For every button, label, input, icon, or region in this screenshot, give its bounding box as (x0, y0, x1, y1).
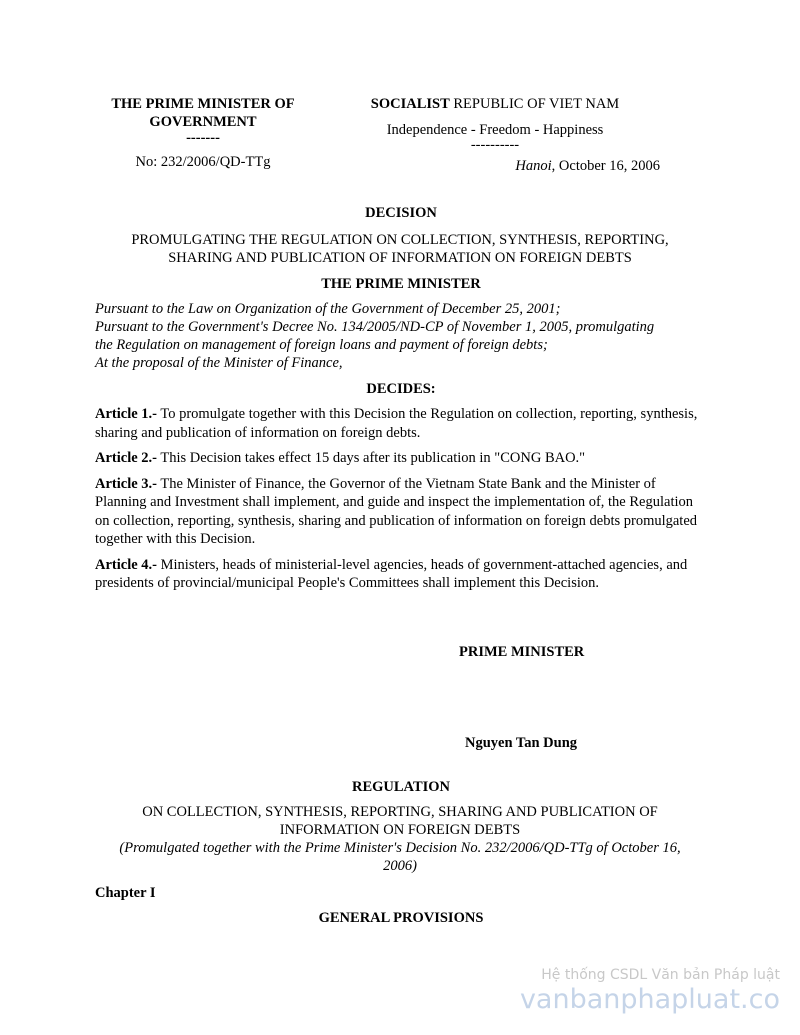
issuer-name-line2: GOVERNMENT (149, 114, 257, 130)
article-text: To promulgate together with this Decision the Regulation on collection, reporting, synthesis, sharing and publication of information on foreign debts. (95, 406, 698, 441)
articles (95, 405, 707, 593)
article-text: This Decision takes effect 15 days after its publication in "CONG BAO." (157, 450, 586, 466)
article-4 (95, 556, 707, 593)
regulation-subtitle (80, 804, 720, 839)
preamble-line: At the proposal of the Minister of Finance, (95, 355, 343, 371)
issuer-name-line1: THE PRIME MINISTER OF (111, 96, 295, 112)
regulation-note (88, 840, 712, 875)
issuer-block (90, 95, 316, 172)
issuer-separator: ------- (186, 130, 220, 146)
national-motto: Independence - Freedom - Happiness (386, 122, 604, 138)
republic-name (340, 95, 650, 113)
decision-subtitle-line1: PROMULGATING THE REGULATION ON COLLECTION, SYNTHESIS, REPORTING, (131, 232, 669, 248)
article-label: Article 2.- (95, 450, 157, 466)
article-3 (95, 475, 707, 549)
article-label: Article 3.- (95, 475, 157, 492)
article-label: Article 1.- (95, 406, 157, 422)
regulation-title: REGULATION (351, 779, 451, 795)
decision-subtitle-line2: SHARING AND PUBLICATION OF INFORMATION ON FOREIGN DEBTS (168, 250, 632, 266)
watermark-caption: Hệ thống CSDL Văn bản Pháp luật (541, 967, 780, 983)
issue-place: Hanoi (515, 158, 552, 174)
article-text: Ministers, heads of ministerial-level agencies, heads of government-attached agencies, and presidents of provincial/municipal People's Committees shall implement this Decision. (95, 556, 688, 591)
issue-date-text: , October 16, 2006 (551, 158, 660, 174)
chapter-title: GENERAL PROVISIONS (318, 910, 484, 926)
republic-name-rest: REPUBLIC OF VIET NAM (449, 96, 620, 112)
signer-title: PRIME MINISTER (459, 644, 585, 660)
regulation-subtitle-line2: INFORMATION ON FOREIGN DEBTS (279, 821, 521, 838)
decides-heading: DECIDES: (366, 381, 436, 397)
issue-date (420, 157, 660, 176)
republic-name-bold: SOCIALIST (370, 96, 450, 112)
preamble-line: the Regulation on management of foreign loans and payment of foreign debts; (95, 337, 548, 353)
article-text: The Minister of Finance, the Governor of the Vietnam State Bank and the Minister of Planning and Investment shall implement, and guide and inspect the implementation of, the Regulation on collection, reporting, synthesis, sharing and publication of information on foreign debts promulgated together with this Decision. (95, 475, 698, 547)
article-label: Article 4.- (95, 556, 157, 573)
preamble-line: Pursuant to the Law on Organization of the Government of December 25, 2001; (95, 301, 561, 317)
watermark-site-name: vanbanphapluat.co (519, 984, 780, 1015)
regulation-subtitle-line1: ON COLLECTION, SYNTHESIS, REPORTING, SHARING AND PUBLICATION OF (142, 804, 658, 820)
chapter-label: Chapter I (95, 885, 156, 901)
article-2 (95, 449, 707, 468)
preamble (95, 300, 707, 372)
article-1 (95, 405, 707, 442)
decision-subtitle (80, 231, 720, 267)
authority-heading: THE PRIME MINISTER (321, 276, 481, 292)
signer-name: Nguyen Tan Dung (465, 735, 578, 751)
document-number: No: 232/2006/QD-TTg (135, 154, 271, 170)
national-title-block (340, 95, 650, 151)
motto-separator: ---------- (470, 137, 520, 153)
decision-title: DECISION (365, 205, 437, 221)
regulation-note-line2: 2006) (383, 857, 417, 874)
regulation-note-line1: (Promulgated together with the Prime Minister's Decision No. 232/2006/QD-TTg of October 16, (119, 840, 681, 856)
preamble-line: Pursuant to the Government's Decree No. 134/2005/ND-CP of November 1, 2005, promulgating (95, 319, 655, 335)
